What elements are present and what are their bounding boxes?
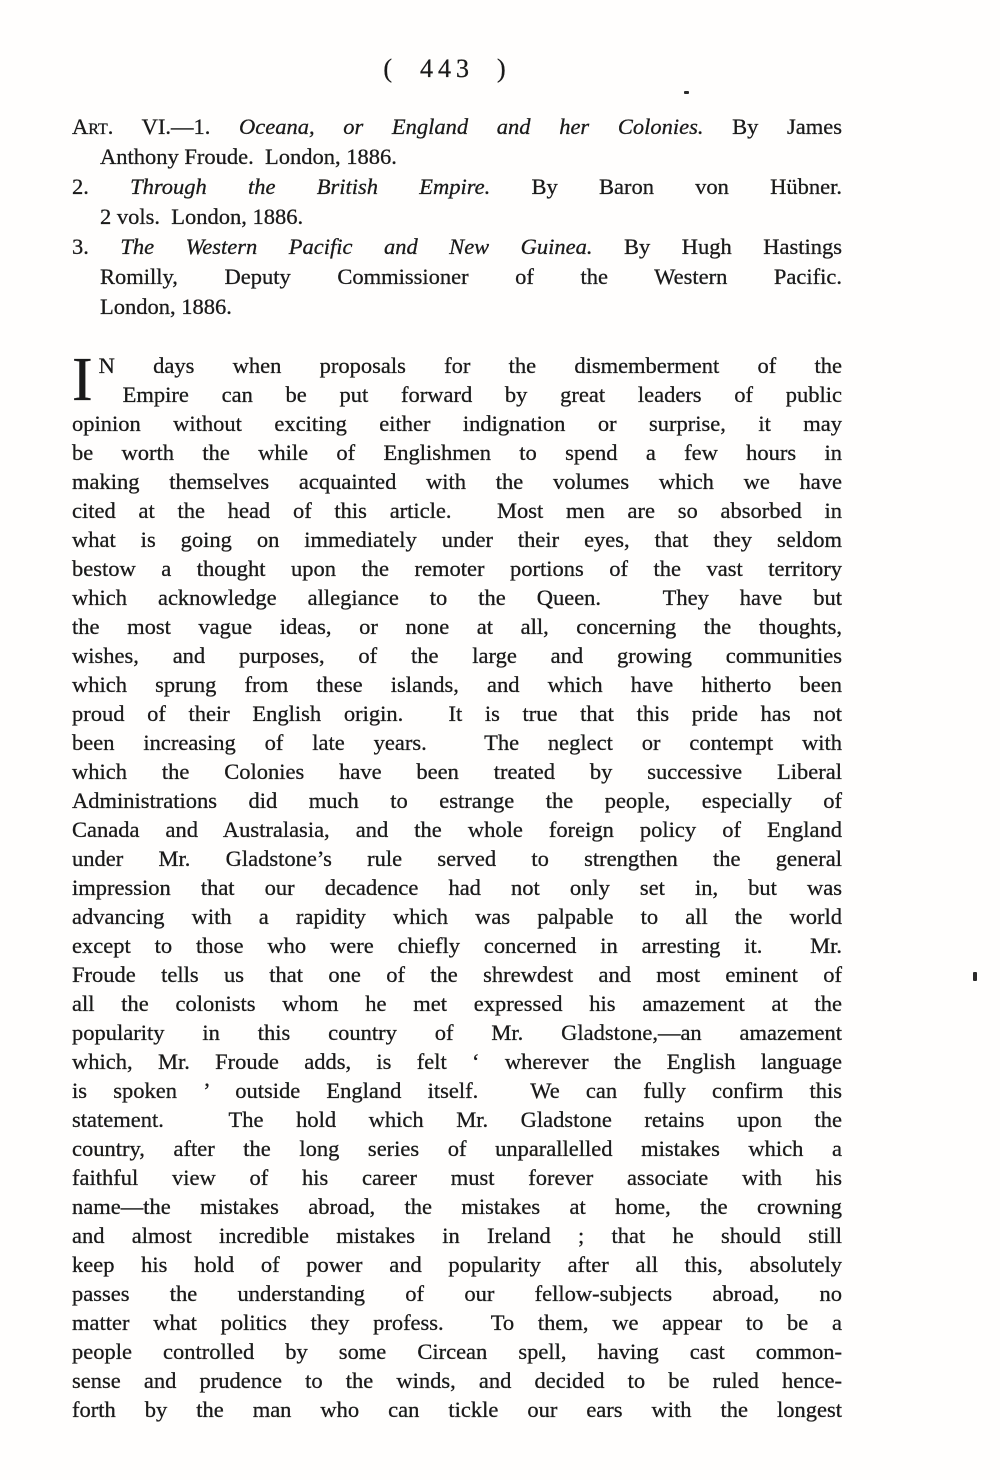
body-text-line: Froude tells us that one of the shrewdest and most eminent of [72, 962, 842, 987]
body-text-line: all the colonists whom he met expressed his amazement at the [72, 991, 842, 1016]
scan-artifact [973, 972, 977, 981]
text-column [72, 112, 842, 1424]
body-text-line: statement. The hold which Mr. Gladstone retains upon the [72, 1107, 842, 1132]
article-citations [72, 112, 842, 322]
scan-artifact [684, 91, 689, 94]
body-text-line: sense and prudence to the winds, and decided to be ruled hence- [72, 1368, 842, 1393]
body-text-line: wishes, and purposes, of the large and growing communities [72, 643, 842, 668]
body-text-line: matter what politics they profess. To them, we appear to be a [72, 1310, 842, 1335]
body-text-line: proud of their English origin. It is true that this pride has not [72, 701, 842, 726]
body-text-line: which, Mr. Froude adds, is felt ‘ wherever the English language [72, 1049, 842, 1074]
body-text-line: which sprung from these islands, and which have hitherto been [72, 672, 842, 697]
citation-text: Romilly, Deputy Commissioner of the Western Pacific. [100, 264, 842, 289]
page-number: ( 443 ) [383, 54, 511, 83]
body-text-line: forth by the man who can tickle our ears with the longest [72, 1397, 842, 1422]
citation-line [72, 172, 842, 202]
body-text-line: under Mr. Gladstone’s rule served to strengthen the general [72, 846, 842, 871]
body-text-line: faithful view of his career must forever associate with his [72, 1165, 842, 1190]
body-text-line: name—the mistakes abroad, the mistakes at home, the crowning [72, 1194, 842, 1219]
article-label: Art. VI.—1. [72, 114, 211, 139]
body-text-line: except to those who were chiefly concerned in arresting it. Mr. [72, 933, 842, 958]
body-text-line: country, after the long series of unparallelled mistakes which a [72, 1136, 842, 1161]
body-text-line: N days when proposals for the dismemberment of the [98, 353, 842, 378]
citation-line [72, 202, 842, 232]
citation-line [72, 142, 842, 172]
citation-text: By James [732, 114, 843, 139]
body-text-line: is spoken ’ outside England itself. We can fully confirm this [72, 1078, 842, 1103]
body-text-line: what is going on immediately under their eyes, that they seldom [72, 527, 842, 552]
article-label: 2. [72, 174, 89, 199]
dropcap-initial: I [72, 346, 93, 414]
body-text-line: passes the understanding of our fellow-subjects abroad, no [72, 1281, 842, 1306]
citation-line [72, 112, 842, 142]
citation-text: London, 1886. [100, 294, 232, 319]
body-text-line: Empire can be put forward by great leaders of public [122, 382, 842, 407]
body-text-line: which the Colonies have been treated by successive Liberal [72, 759, 842, 784]
body-text-line: making themselves acquainted with the volumes which we have [72, 469, 842, 494]
body-text-line: and almost incredible mistakes in Ireland ; that he should still [72, 1223, 842, 1248]
article-body [72, 346, 842, 1424]
body-lines [72, 346, 842, 1424]
body-text-line: popularity in this country of Mr. Gladstone,—an amazement [72, 1020, 842, 1045]
citation-line [72, 292, 842, 322]
body-text-line: advancing with a rapidity which was palpable to all the world [72, 904, 842, 929]
body-text-line: Canada and Australasia, and the whole foreign policy of England [72, 817, 842, 842]
body-text-line: bestow a thought upon the remoter portions of the vast territory [72, 556, 842, 581]
body-text-line: keep his hold of power and popularity after all this, absolutely [72, 1252, 842, 1277]
body-text-line: be worth the while of Englishmen to spend a few hours in [72, 440, 842, 465]
body-text-line: which acknowledge allegiance to the Queen. They have but [72, 585, 842, 610]
body-text-line: people controlled by some Circean spell, having cast common- [72, 1339, 842, 1364]
citation-text: Anthony Froude. London, 1886. [100, 144, 397, 169]
citation-line [72, 232, 842, 262]
body-text-line: cited at the head of this article. Most men are so absorbed in [72, 498, 842, 523]
body-text-line: impression that our decadence had not only set in, but was [72, 875, 842, 900]
citation-line [72, 262, 842, 292]
body-text-line: the most vague ideas, or none at all, concerning the thoughts, [72, 614, 842, 639]
citation-text: By Baron von Hübner. [531, 174, 843, 199]
citation-text: 2 vols. London, 1886. [100, 204, 304, 229]
body-text-line: Administrations did much to estrange the people, especially of [72, 788, 842, 813]
book-title: Oceana, or England and her Colonies. [239, 114, 704, 139]
citation-text: By Hugh Hastings [624, 234, 842, 259]
body-text-line: opinion without exciting either indignation or surprise, it may [72, 411, 842, 436]
body-text-line: been increasing of late years. The neglect or contempt with [72, 730, 842, 755]
book-title: Through the British Empire. [130, 174, 491, 199]
book-title: The Western Pacific and New Guinea. [120, 234, 593, 259]
article-label: 3. [72, 234, 89, 259]
